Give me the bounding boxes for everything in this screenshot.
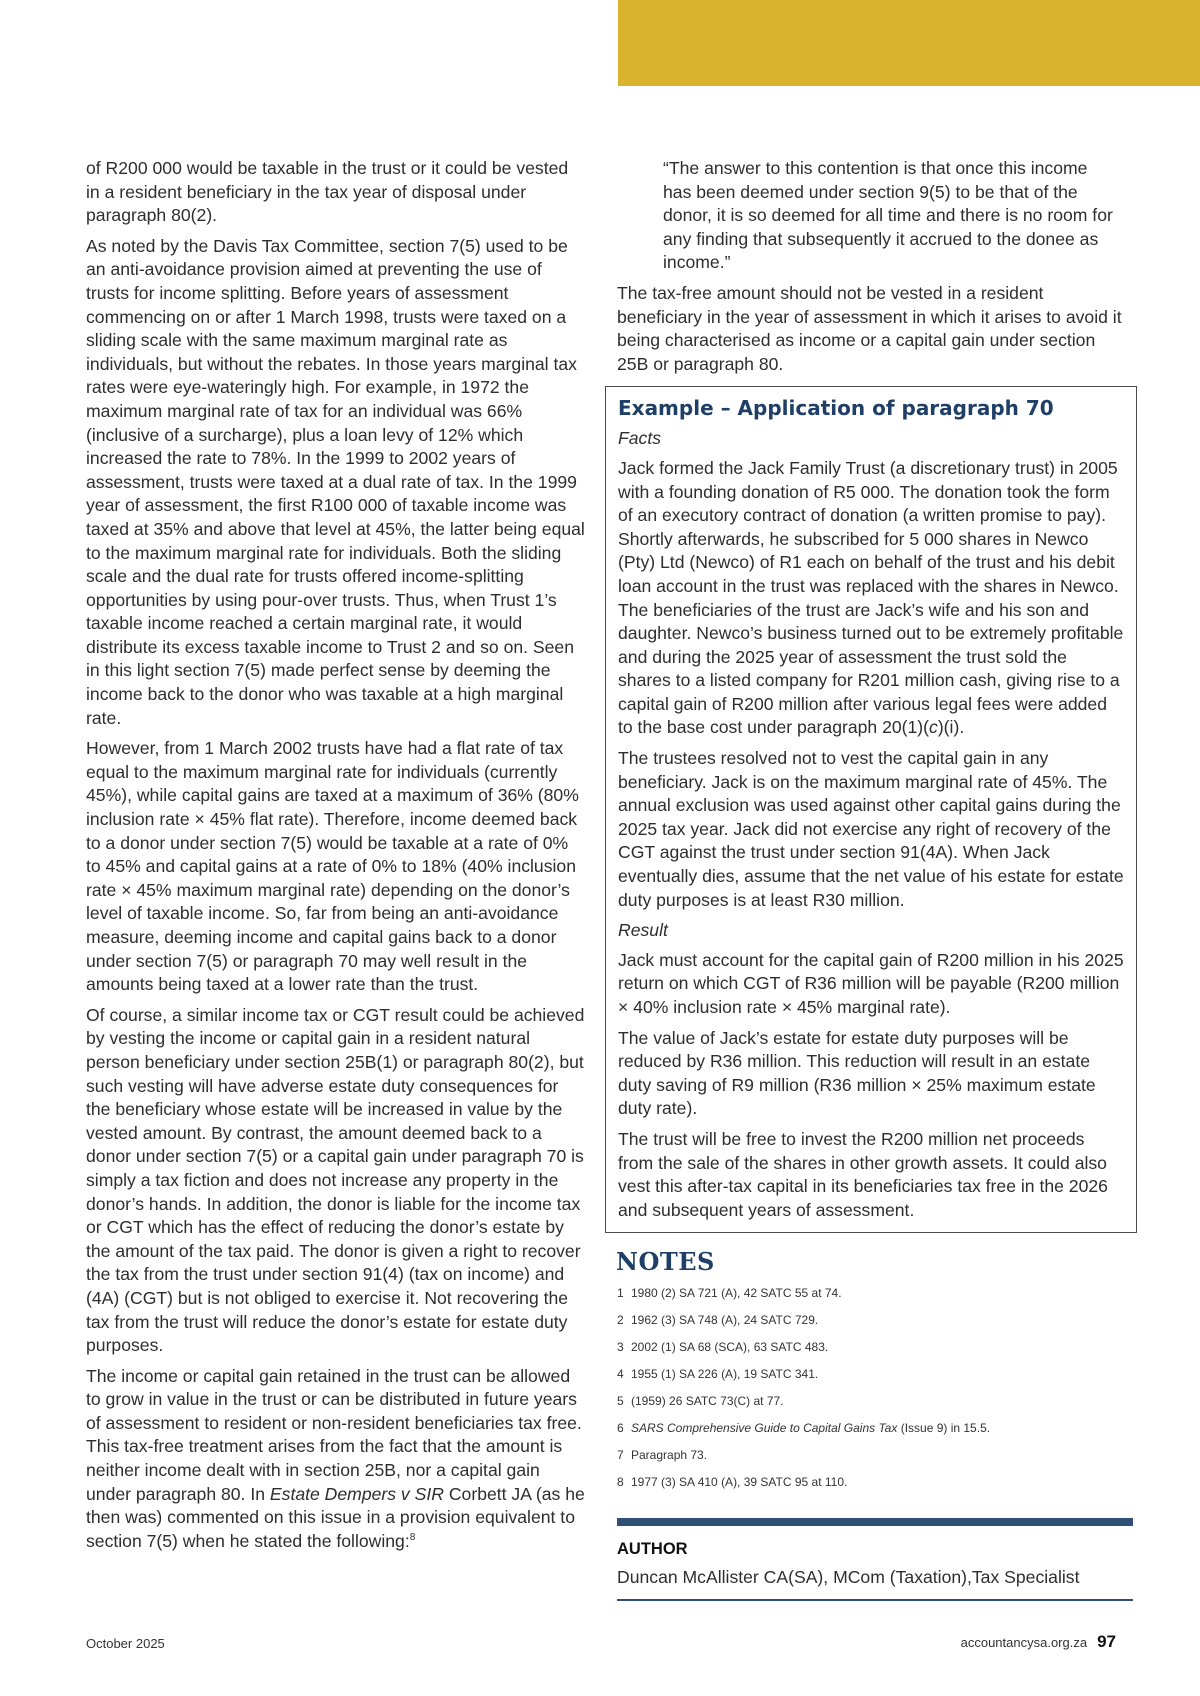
facts-label: Facts: [618, 428, 662, 449]
page-number: 97: [1097, 1632, 1116, 1651]
author-bottom-rule: [617, 1599, 1133, 1601]
note-text-italic: SARS Comprehensive Guide to Capital Gains Tax: [631, 1421, 898, 1436]
example-title: Example – Application of paragraph 70: [618, 396, 1054, 421]
text-segment: The income or capital gain retained in the trust can be allowed to grow in value in the trust or can be distributed in future years of assessment to resident or non-resident beneficiaries tax free. This tax-free treatment arises from the fact that the amount is neither income dealt with in section 25B, nor a capital gain under paragraph 80. In: [86, 1365, 582, 1504]
notes-heading: NOTES: [616, 1247, 715, 1277]
result-paragraph: The value of Jack’s estate for estate duty purposes will be reduced by R36 million. This reduction will result in an estate duty saving of R9 million (R36 million × 25% maximum estate duty rate).: [618, 1027, 1096, 1119]
note-number: 4: [617, 1367, 624, 1382]
result-paragraph: The trust will be free to invest the R200 million net proceeds from the sale of the shares in other growth assets. It could also vest this after-tax capital in its beneficiaries tax free in the 2026 and subsequent years of assessment.: [618, 1128, 1108, 1220]
note-text: 1977 (3) SA 410 (A), 39 SATC 95 at 110.: [631, 1475, 848, 1490]
note-text: Paragraph 73.: [631, 1448, 708, 1463]
note-text: 2002 (1) SA 68 (SCA), 63 SATC 483.: [631, 1340, 829, 1355]
body-paragraph: As noted by the Davis Tax Committee, section 7(5) used to be an anti-avoidance provision aimed at preventing the use of trusts for income splitting. Before years of assessment commencing on or after 1 March 1998, trusts were taxed on a sliding scale with the same maximum marginal rate as individuals, but without the rebates. In those years marginal tax rates were eye-wateringly high. For example, in 1972 the maximum marginal rate of tax for an individual was 66% (inclusive of a surcharge), plus a loan levy of 12% which increased the rate to 78%. In the 1999 to 2002 years of assessment, trusts were taxed at a dual rate of tax. In the 1999 year of assessment, the first R100 000 of taxable income was taxed at 35% and above that level at 45%, the latter being equal to the maximum marginal rate for individuals. Both the sliding scale and the dual rate for trusts offered income-splitting opportunities by using pour-over trusts. Thus, when Trust 1’s taxable income reached a certain marginal rate, it would distribute its excess taxable income to Trust 2 and so on. Seen in this light section 7(5) made perfect sense by deeming the income back to the donor who was taxable at a high marginal rate.: [86, 235, 585, 728]
result-paragraph: Jack must account for the capital gain of R200 million in his 2025 return on which CGT of R36 million will be payable (R200 million × 40% inclusion rate × 45% marginal rate).: [618, 949, 1124, 1017]
note-item: [617, 1475, 1129, 1489]
body-paragraph: of R200 000 would be taxable in the trust or it could be vested in a resident beneficiary in the tax year of disposal under paragraph 80(2).: [86, 158, 569, 226]
note-text: 1955 (1) SA 226 (A), 19 SATC 341.: [631, 1367, 819, 1382]
note-item: [617, 1340, 1129, 1354]
note-number: 5: [617, 1394, 624, 1409]
text-segment: Corbett JA (as he then was) commented on this issue in a provision equivalent to section 7(5) when he stated the following:: [86, 1483, 585, 1551]
footer-date: October 2025: [86, 1636, 165, 1651]
text-italic: c: [929, 717, 938, 738]
note-number: 8: [617, 1475, 624, 1490]
author-divider: [617, 1518, 1133, 1526]
note-number: 6: [617, 1421, 624, 1436]
note-number: 3: [617, 1340, 624, 1355]
footer-site[interactable]: accountancysa.org.za: [960, 1635, 1088, 1650]
note-text: (1959) 26 SATC 73(C) at 77.: [631, 1394, 784, 1409]
notes-list: [617, 1286, 1129, 1489]
author-name: Duncan McAllister CA(SA), MCom (Taxation),Tax Specialist: [617, 1567, 1080, 1588]
note-number: 7: [617, 1448, 624, 1463]
case-name: Estate Dempers v SIR: [269, 1483, 444, 1504]
facts-paragraph: The trustees resolved not to vest the capital gain in any beneficiary. Jack is on the maximum marginal rate of 45%. The annual exclusion was used against other capital gains during the 2025 tax year. Jack did not exercise any right of recovery of the CGT against the trust under section 91(4A). When Jack eventually dies, assume that the net value of his estate for estate duty purposes is at least R30 million.: [618, 748, 1124, 910]
example-box: [605, 386, 1137, 1233]
note-item: [617, 1421, 1129, 1435]
footer-right: [961, 1632, 1116, 1652]
note-item: [617, 1448, 1129, 1462]
note-item: [617, 1367, 1129, 1381]
footnote-ref[interactable]: 8: [409, 1531, 416, 1543]
note-text: (Issue 9) in 15.5.: [897, 1421, 991, 1436]
body-paragraph: The tax-free amount should not be vested in a resident beneficiary in the year of assessment in which it arises to avoid it being characterised as income or a capital gain under section 25B or paragraph 80.: [617, 282, 1122, 374]
note-number: 2: [617, 1313, 624, 1328]
note-item: [617, 1313, 1129, 1327]
result-label: Result: [618, 920, 668, 941]
header-accent-bar: [618, 0, 1200, 86]
text-segment: )(i).: [937, 717, 965, 738]
note-item: [617, 1394, 1129, 1408]
body-paragraph: However, from 1 March 2002 trusts have had a flat rate of tax equal to the maximum marginal rate for individuals (currently 45%), while capital gains are taxed at a maximum of 36% (80% inclusion rate × 45% flat rate). Therefore, income deemed back to a donor under section 7(5) would be taxable at a rate of 0% to 45% and capital gains at a rate of 0% to 18% (40% inclusion rate × 45% maximum marginal rate) depending on the donor’s level of taxable income. So, far from being an anti-avoidance measure, deeming income and capital gains back to a donor under section 7(5) or paragraph 70 may well result in the amounts being taxed at a lower rate than the trust.: [86, 738, 579, 995]
body-paragraph-last: [86, 1365, 586, 1554]
note-text: 1962 (3) SA 748 (A), 24 SATC 729.: [631, 1313, 819, 1328]
note-text: 1980 (2) SA 721 (A), 42 SATC 55 at 74.: [631, 1286, 842, 1301]
text-segment: Jack formed the Jack Family Trust (a discretionary trust) in 2005 with a founding donation of R5 000. The donation took the form of an executory contract of donation (a written promise to pay). Shortly afterwards, he subscribed for 5 000 shares in Newco (Pty) Ltd (Newco) of R1 each on behalf of the trust and his debit loan account in the trust was replaced with the shares in Newco. The beneficiaries of the trust are Jack’s wife and his son and daughter. Newco’s business turned out to be extremely profitable and during the 2025 year of assessment the trust sold the shares to a listed company for R201 million cash, giving rise to a capital gain of R200 million after various legal fees were added to the base cost under paragraph 20(1)(: [618, 457, 1124, 738]
right-column: [617, 157, 1129, 1601]
left-column: [86, 157, 586, 1560]
block-quote: “The answer to this contention is that once this income has been deemed under section 9(5) to be that of the donor, it is so deemed for all time and there is no room for any finding that subsequently it accrued to the donee as income.”: [663, 158, 1113, 273]
note-item: [617, 1286, 1129, 1300]
author-label: AUTHOR: [617, 1540, 688, 1559]
note-number: 1: [617, 1286, 624, 1301]
body-paragraph: Of course, a similar income tax or CGT result could be achieved by vesting the income or capital gain in a resident natural person beneficiary under section 25B(1) or paragraph 80(2), but such vesting will have adverse estate duty consequences for the beneficiary whose estate will be increased in value by the vested amount. By contrast, the amount deemed back to a donor under section 7(5) or a capital gain under paragraph 70 is simply a tax fiction and does not increase any property in the donor’s hands. In addition, the donor is liable for the income tax or CGT which has the effect of reducing the donor’s estate by the amount of the tax paid. The donor is given a right to recover the tax from the trust under section 91(4) (tax on income) and (4A) (CGT) but is not obliged to exercise it. Not recovering the tax from the trust will reduce the donor’s estate for estate duty purposes.: [86, 1004, 585, 1356]
facts-paragraph: [618, 457, 1124, 740]
